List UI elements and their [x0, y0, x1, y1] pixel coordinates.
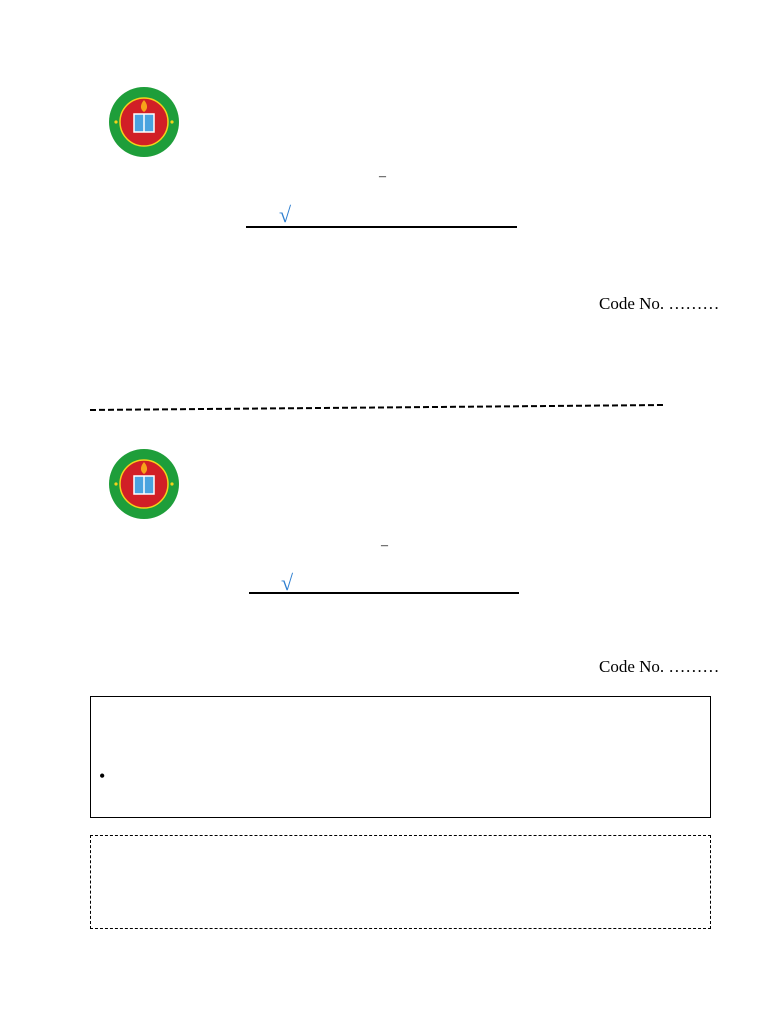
heading-mark: – [381, 538, 388, 553]
notes-box [90, 835, 711, 929]
instruction-box [90, 696, 711, 818]
bullet-point: • [99, 766, 106, 786]
code-number [582, 637, 719, 697]
heading-mark: – [379, 169, 386, 184]
institution-logo [108, 86, 180, 158]
code-dots: ……… [664, 657, 720, 676]
institution-logo [108, 448, 180, 520]
code-label: Code No. [599, 657, 665, 676]
section-top [0, 0, 768, 400]
code-label: Code No. [599, 294, 665, 313]
checkmark-icon: √ [281, 570, 294, 595]
section-bottom [0, 410, 768, 676]
checkmark-icon: √ [279, 202, 292, 227]
signature-line [249, 592, 519, 594]
code-number [582, 274, 719, 334]
code-dots: ……… [664, 294, 720, 313]
signature-line [246, 226, 517, 228]
